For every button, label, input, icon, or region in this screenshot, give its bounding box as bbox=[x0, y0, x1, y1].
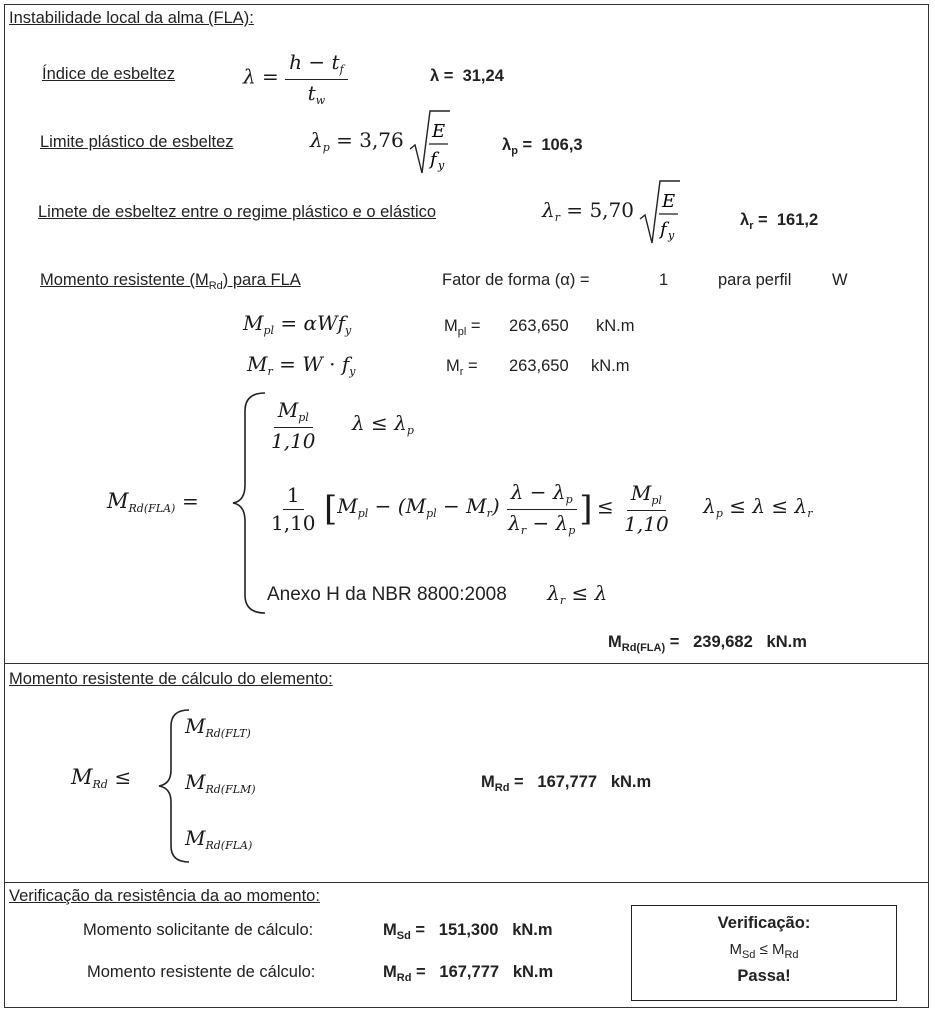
mr-value: 263,650 bbox=[509, 357, 569, 375]
mrd-fla: $M_{Rd(FLA)}$ bbox=[185, 826, 253, 852]
mpl-formula: $M_{pl} = \alpha Wf_y$ bbox=[243, 311, 352, 337]
sqrt-sign-p bbox=[408, 109, 450, 177]
section-fla bbox=[5, 5, 928, 664]
case-3: Anexo H da NBR 8800:2008 $\lambda_r \le \lambda$ bbox=[267, 581, 608, 607]
svg-text:y: y bbox=[668, 229, 675, 242]
lambda-p-result: $\lambda_p = 106,3$ bbox=[502, 136, 583, 157]
mrd-flt: $M_{Rd(FLT)}$ bbox=[185, 714, 251, 740]
svg-text:y: y bbox=[438, 159, 445, 172]
moment-label-a: Momento resistente (M bbox=[40, 271, 209, 289]
section-verification bbox=[5, 883, 928, 1009]
lambda-result-label: λ = bbox=[430, 67, 454, 85]
section-title-verification: Verificação da resistência da ao momento: bbox=[9, 887, 320, 905]
elastic-limit-label: Limete de esbeltez entre o regime plástico e o elástico bbox=[38, 203, 437, 221]
verification-box bbox=[631, 905, 897, 1001]
mrd-fla-result: $M_{Rd(FLA)} = 239,682$ kN.m bbox=[608, 633, 807, 654]
lambda-r-coef: 5,70 bbox=[589, 198, 634, 223]
msd-value: 151,300 bbox=[438, 921, 499, 939]
lambda-value: 31,24 bbox=[462, 67, 504, 85]
mrd-fla-value: 239,682 bbox=[693, 633, 753, 651]
verification-result: Passa! bbox=[737, 967, 791, 985]
section-title-element: Momento resistente de cálculo do elemento: bbox=[9, 670, 333, 688]
case2-one: 1 bbox=[283, 484, 304, 510]
lambda-r-result: $\lambda_r = 161,2$ bbox=[740, 211, 819, 232]
section-element-moment bbox=[5, 664, 928, 883]
svg-text:E: E bbox=[662, 191, 676, 212]
moment-fla-label bbox=[40, 271, 301, 292]
mpl-label: $M_{pl}$ = bbox=[444, 317, 481, 338]
mrd-result: $M_{Rd} = 167,777$ kN.m bbox=[481, 773, 652, 794]
case2-divisor-b: 1,10 bbox=[624, 511, 669, 536]
lambda-p-coef: 3,76 bbox=[359, 128, 404, 153]
case1-divisor: 1,10 bbox=[271, 428, 316, 453]
mr-label: $M_r$ = bbox=[446, 357, 478, 378]
msd-label: Momento solicitante de cálculo: bbox=[83, 921, 314, 939]
profile-label: para perfil bbox=[718, 271, 792, 289]
mpl-unit: kN.m bbox=[596, 317, 635, 335]
mr-formula: $M_r = W \cdot f_y$ bbox=[247, 352, 356, 378]
plastic-limit-label: Limite plástico de esbeltez bbox=[40, 133, 234, 151]
form-factor-label: Fator de forma (α) = bbox=[442, 271, 590, 289]
case2-divisor: 1,10 bbox=[271, 510, 316, 535]
moment-label-b: ) para FLA bbox=[222, 271, 301, 289]
mrd-check-label: Momento resistente de cálculo: bbox=[87, 963, 316, 981]
mrd-fla-unit: kN.m bbox=[766, 633, 807, 651]
svg-text:f: f bbox=[660, 219, 668, 240]
lambda-p-value: 106,3 bbox=[541, 136, 583, 154]
mrd-fla-symbol: $M_{Rd(FLA)}$ = bbox=[107, 489, 199, 515]
mrd-symbol: $M_{Rd}$ ≤ bbox=[71, 765, 132, 791]
lambda-result bbox=[430, 67, 504, 86]
annex-text: Anexo H da NBR 8800:2008 bbox=[267, 584, 507, 605]
sqrt-sign-r bbox=[638, 179, 680, 247]
mrd-value: 167,777 bbox=[537, 773, 598, 791]
moment-label-sub: Rd bbox=[208, 280, 223, 292]
msd-unit: kN.m bbox=[512, 921, 553, 939]
section-title-fla: Instabilidade local da alma (FLA): bbox=[9, 9, 254, 27]
mrd-flm: $M_{Rd(FLM)}$ bbox=[185, 770, 256, 796]
svg-text:f: f bbox=[430, 149, 437, 170]
mrd-check-value: 167,777 bbox=[439, 963, 500, 981]
mrd-check-result: $M_{Rd} = 167,777$ kN.m bbox=[383, 963, 554, 984]
mr-unit: kN.m bbox=[591, 357, 630, 375]
calculation-sheet bbox=[4, 4, 929, 1008]
mpl-value: 263,650 bbox=[509, 317, 569, 335]
form-factor-value: 1 bbox=[659, 271, 669, 289]
mrd-check-unit: kN.m bbox=[512, 963, 554, 981]
verification-condition: $M_{Sd} \le M_{Rd}$ bbox=[729, 941, 799, 961]
slenderness-label: Índice de esbeltez bbox=[42, 65, 176, 83]
case-1: $\frac{M_{pl}}{1,10}$ $\lambda \le \lambda_p$ bbox=[267, 399, 414, 453]
lambda-formula: λ = $\frac{h - t_f}{t_w}$ bbox=[243, 51, 348, 107]
lambda-r-formula: $\lambda_r = 5,70$ E f y bbox=[542, 179, 680, 247]
lambda-p-formula: $\lambda_p = 3,76$ E f y bbox=[310, 109, 450, 177]
msd-result: $M_{Sd} = 151,300$ kN.m bbox=[383, 921, 553, 942]
verification-title: Verificação: bbox=[717, 914, 811, 932]
case-2: $\frac{1}{1,10}$ [$M_{pl} - (M_{pl} - M_r)$ $\frac{\lambda - \lambda_p}{\lambda_r - \lambda_p}$ ] ≤ $\frac{M_{pl}}{1,10}$ $\lambda_p \le \lambda \le \lambda_r$ bbox=[267, 481, 812, 537]
mrd-unit: kN.m bbox=[610, 773, 652, 791]
brace-fla bbox=[231, 389, 267, 619]
svg-text:E: E bbox=[432, 121, 446, 142]
profile-value: W bbox=[832, 271, 848, 289]
lambda-r-value: 161,2 bbox=[776, 211, 819, 229]
